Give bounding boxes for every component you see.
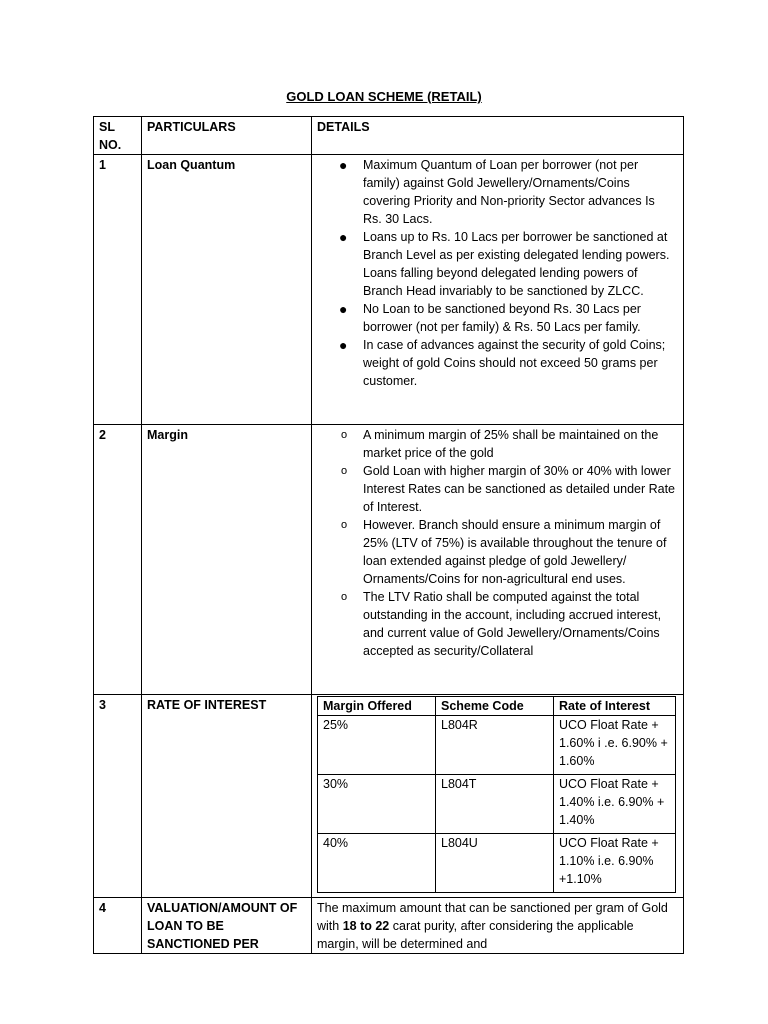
header-details: DETAILS [312, 117, 684, 155]
list-item: ● In case of advances against the security of gold Coins; weight of gold Coins should not exceed 50 grams per customer. [339, 337, 666, 388]
rate-of-interest-table [317, 696, 676, 893]
rate-row [318, 775, 676, 834]
gold-loan-scheme-table [93, 116, 684, 954]
scheme-code-cell: L804U [436, 834, 554, 893]
bullet-icon: ● [339, 301, 348, 317]
header-row [94, 117, 684, 155]
carat-range: 18 to 22 [342, 919, 390, 933]
margin-offered-cell: 40% [318, 834, 436, 893]
table-row [94, 425, 684, 695]
table-row [94, 695, 684, 898]
header-particulars: PARTICULARS [142, 117, 312, 155]
margin-offered-cell: 30% [318, 775, 436, 834]
sl-number: 2 [94, 425, 142, 695]
bullet-icon: ● [339, 229, 348, 245]
list-item: o The LTV Ratio shall be computed against the total outstanding in the account, including accrued interest, and current value of Gold Jewellery/Ornaments/Coins accepted as security/Collateral [341, 590, 662, 658]
column-header: Margin Offered [318, 697, 436, 716]
rate-cell: UCO Float Rate + 1.60% i .e. 6.90% + 1.60% [554, 716, 676, 775]
rate-cell: UCO Float Rate + 1.10% i.e. 6.90% +1.10% [554, 834, 676, 893]
details-cell [312, 695, 684, 898]
list-item: o A minimum margin of 25% shall be maintained on the market price of the gold [341, 428, 659, 460]
sl-number: 3 [94, 695, 142, 898]
document-title: GOLD LOAN SCHEME (RETAIL) [286, 89, 482, 104]
header-sl-no: SL NO. [94, 117, 142, 155]
rate-row [318, 716, 676, 775]
details-cell [312, 425, 684, 695]
list-item: ● Maximum Quantum of Loan per borrower (not per family) against Gold Jewellery/Ornaments/Coins covering Priority and Non-priority Sector advances Is Rs. 30 Lacs. [339, 157, 655, 226]
sl-number: 1 [94, 155, 142, 425]
particular-label: VALUATION/AMOUNT OF LOAN TO BE SANCTIONED PER [142, 898, 312, 954]
bullet-icon: ● [339, 337, 348, 353]
table-row [94, 898, 684, 954]
list-item: o Gold Loan with higher margin of 30% or 40% with lower Interest Rates can be sanctioned as detailed under Rate of Interest. [341, 464, 676, 514]
column-header: Rate of Interest [554, 697, 676, 716]
bullet-icon: ● [339, 157, 348, 173]
details-cell [312, 155, 684, 425]
table-row [94, 155, 684, 425]
particular-label: RATE OF INTEREST [142, 695, 312, 898]
list-item: ● No Loan to be sanctioned beyond Rs. 30 Lacs per borrower (not per family) & Rs. 50 Lacs per family. [339, 301, 641, 334]
loan-quantum-bullets [317, 156, 678, 390]
margin-bullets [317, 426, 678, 660]
circle-bullet-icon: o [341, 429, 348, 441]
circle-bullet-icon: o [341, 591, 348, 603]
rate-row [318, 834, 676, 893]
circle-bullet-icon: o [341, 465, 348, 477]
particular-label: Loan Quantum [142, 155, 312, 425]
list-item: o However. Branch should ensure a minimum margin of 25% (LTV of 75%) is available throughout the tenure of loan extended against pledge of gold Jewellery/ Ornaments/Coins for non-agricultural end uses. [341, 518, 667, 586]
rate-cell: UCO Float Rate + 1.40% i.e. 6.90% + 1.40% [554, 775, 676, 834]
margin-offered-cell: 25% [318, 716, 436, 775]
rate-header-row [318, 697, 676, 716]
details-cell: The maximum amount that can be sanctioned per gram of Gold with 18 to 22 carat purity, after considering the applicable margin, will be determined and [312, 898, 684, 954]
list-item: ● Loans up to Rs. 10 Lacs per borrower be sanctioned at Branch Level as per existing delegated lending powers. Loans falling beyond delegated lending powers of Branch Head invariably to be sanctioned by ZLCC. [339, 229, 670, 298]
sl-number: 4 [94, 898, 142, 954]
circle-bullet-icon: o [341, 519, 348, 531]
particular-label: Margin [142, 425, 312, 695]
scheme-code-cell: L804T [436, 775, 554, 834]
scheme-code-cell: L804R [436, 716, 554, 775]
column-header: Scheme Code [436, 697, 554, 716]
